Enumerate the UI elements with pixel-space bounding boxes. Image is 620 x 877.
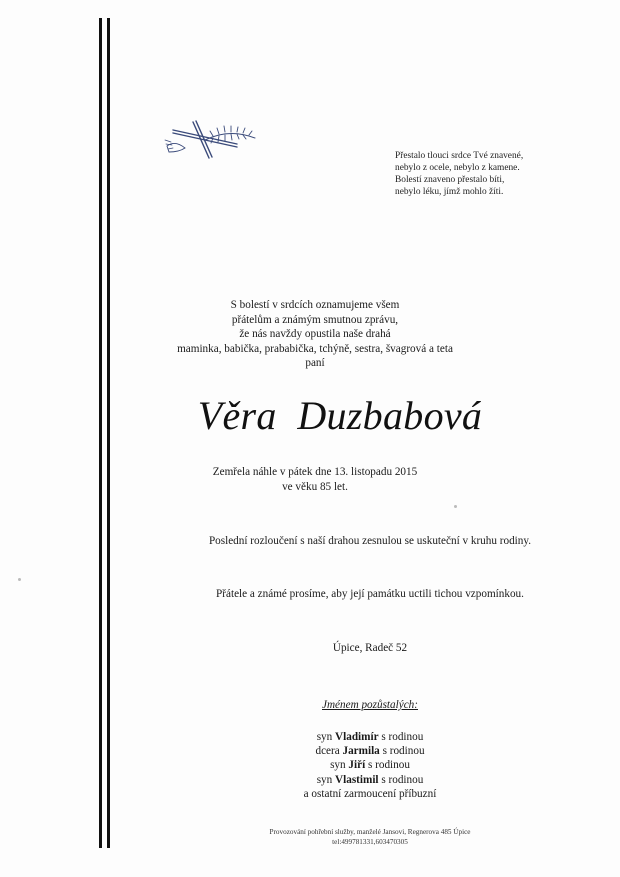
survivors-heading: Jménem pozůstalých:: [322, 699, 418, 711]
poem-verse: [395, 150, 565, 198]
survivor-item: [140, 758, 600, 772]
footer-phone: tel:499781331,603470305: [332, 838, 408, 846]
paper-speck: [18, 578, 21, 581]
survivor-name: Vlastimil: [335, 773, 379, 786]
address: Úpice, Radeč 52: [332, 642, 408, 654]
survivors-closing: a ostatní zarmoucení příbuzní: [303, 787, 437, 800]
survivor-relation: syn: [330, 759, 346, 772]
survivor-item: [140, 744, 600, 758]
intro-line: že nás navždy opustila naše drahá: [239, 328, 391, 341]
survivor-relation: dcera: [315, 745, 340, 758]
intro-line: S bolestí v srdcích oznamujeme všem: [230, 299, 400, 311]
death-details: [120, 465, 510, 494]
poem-line: Bolestí znaveno přestalo bíti,: [395, 175, 505, 185]
survivor-name: Jiří: [348, 759, 366, 772]
intro-line: maminka, babička, prababička, tchýně, sestra, švagrová a teta: [177, 342, 453, 355]
survivor-name: Vladimír: [335, 731, 379, 743]
funeral-service-footer: [140, 827, 600, 847]
poem-line: Přestalo tlouci srdce Tvé znavené,: [395, 151, 524, 161]
death-date-line: Zemřela náhle v pátek dne 13. listopadu 2015: [212, 466, 418, 478]
survivor-item: [140, 773, 600, 787]
intro-line: paní: [305, 357, 325, 370]
survivor-suffix: s rodinou: [381, 731, 424, 743]
cross-with-palm-branch-icon: [163, 118, 259, 162]
survivor-suffix: s rodinou: [381, 773, 424, 786]
survivor-item: [140, 730, 600, 744]
intro-line: přátelům a známým smutnou zprávu,: [231, 313, 399, 326]
footer-company: Provozování pohřební služby, manželé Jansovi, Regnerova 485 Úpice: [269, 828, 471, 836]
poem-line: nebylo z ocele, nebylo z kamene.: [395, 163, 520, 173]
survivor-suffix: s rodinou: [382, 745, 425, 758]
remembrance-request: Přátele a známé prosíme, aby její památku uctili tichou vzpomínkou.: [216, 588, 524, 600]
survivors-list: [140, 730, 600, 801]
death-age-line: ve věku 85 let.: [282, 480, 348, 493]
survivor-name: Jarmila: [342, 745, 380, 758]
border-line-inner: [107, 18, 110, 848]
border-line-outer: [99, 18, 102, 848]
paper-speck: [454, 505, 457, 508]
survivor-suffix: s rodinou: [367, 759, 410, 772]
poem-line: nebylo léku, jímž mohlo žíti.: [395, 187, 504, 197]
survivor-relation: syn: [316, 731, 333, 743]
survivor-relation: syn: [316, 773, 333, 786]
announcement-intro: [120, 298, 510, 371]
farewell-notice: Poslední rozloučení s naší drahou zesnulou se uskuteční v kruhu rodiny.: [208, 535, 532, 547]
deceased-name: Věra Duzbabová: [197, 393, 483, 438]
